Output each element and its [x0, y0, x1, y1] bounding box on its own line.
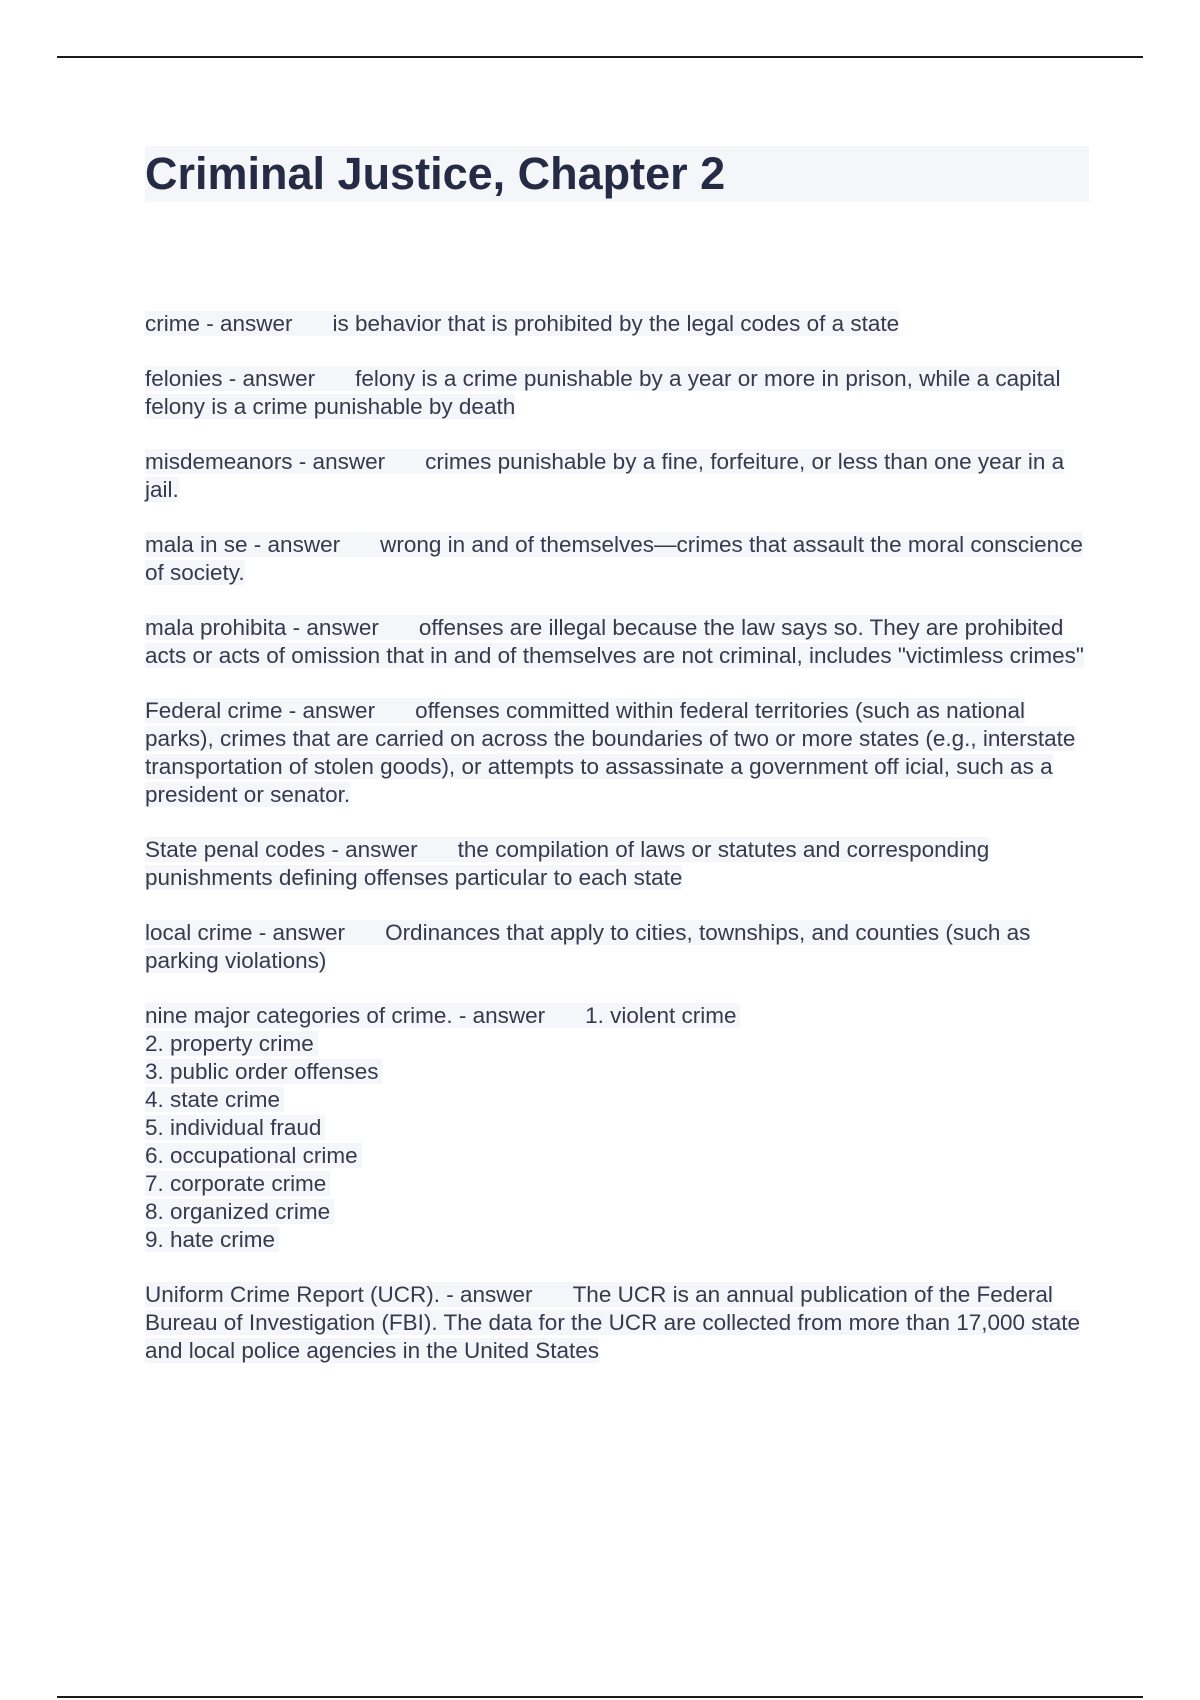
category-item: 5. individual fraud [145, 1115, 325, 1140]
term: mala in se - answer [145, 532, 341, 557]
flashcard-list [145, 310, 1089, 1392]
page-title: Criminal Justice, Chapter 2 [145, 148, 726, 199]
category-item: 9. hate crime [145, 1227, 279, 1252]
term: mala prohibita - answer [145, 615, 379, 640]
bottom-rule [57, 1696, 1143, 1698]
definition: offenses committed within federal territories (such as national parks), crimes that are carried on across the boundaries of two or more states (e.g., interstate transportation of stolen goods), or attempts to assassinate a government off icial, such as a president or senator. [145, 698, 1076, 807]
definition: the compilation of laws or statutes and corresponding punishments defining offenses particular to each state [145, 837, 990, 890]
flashcard [145, 697, 1089, 809]
category-item: 7. corporate crime [145, 1171, 330, 1196]
definition: wrong in and of themselves—crimes that assault the moral conscience of society. [145, 532, 1083, 585]
category-item: 1. violent crime [585, 1003, 737, 1028]
term: Federal crime - answer [145, 698, 376, 723]
flashcard [145, 310, 1089, 338]
category-item: 2. property crime [145, 1031, 318, 1056]
flashcard [145, 836, 1089, 892]
flashcard [145, 531, 1089, 587]
term: misdemeanors - answer [145, 449, 386, 474]
definition: crimes punishable by a fine, forfeiture, or less than one year in a jail. [145, 449, 1065, 502]
term: felonies - answer [145, 366, 316, 391]
flashcard [145, 1281, 1089, 1365]
definition: offenses are illegal because the law says so. They are prohibited acts or acts of omission that in and of themselves are not criminal, includes "victimless crimes" [145, 615, 1084, 668]
category-item: 4. state crime [145, 1087, 284, 1112]
term: crime - answer [145, 311, 293, 336]
category-item: 6. occupational crime [145, 1143, 362, 1168]
flashcard [145, 919, 1089, 975]
flashcard [145, 614, 1089, 670]
term: Uniform Crime Report (UCR). - answer [145, 1282, 533, 1307]
term: nine major categories of crime. - answer [145, 1003, 546, 1028]
definition: is behavior that is prohibited by the legal codes of a state [332, 311, 900, 336]
definition: Ordinances that apply to cities, townships, and counties (such as parking violations) [145, 920, 1031, 973]
category-item: 3. public order offenses [145, 1059, 382, 1084]
term: State penal codes - answer [145, 837, 418, 862]
flashcard [145, 448, 1089, 504]
flashcard [145, 365, 1089, 421]
category-item: 8. organized crime [145, 1199, 334, 1224]
definition: felony is a crime punishable by a year or more in prison, while a capital felony is a crime punishable by death [145, 366, 1061, 419]
definition: The UCR is an annual publication of the Federal Bureau of Investigation (FBI). The data for the UCR are collected from more than 17,000 state and local police agencies in the United States [145, 1282, 1081, 1363]
flashcard-categories [145, 1002, 1089, 1254]
top-rule [57, 56, 1143, 58]
term: local crime - answer [145, 920, 346, 945]
